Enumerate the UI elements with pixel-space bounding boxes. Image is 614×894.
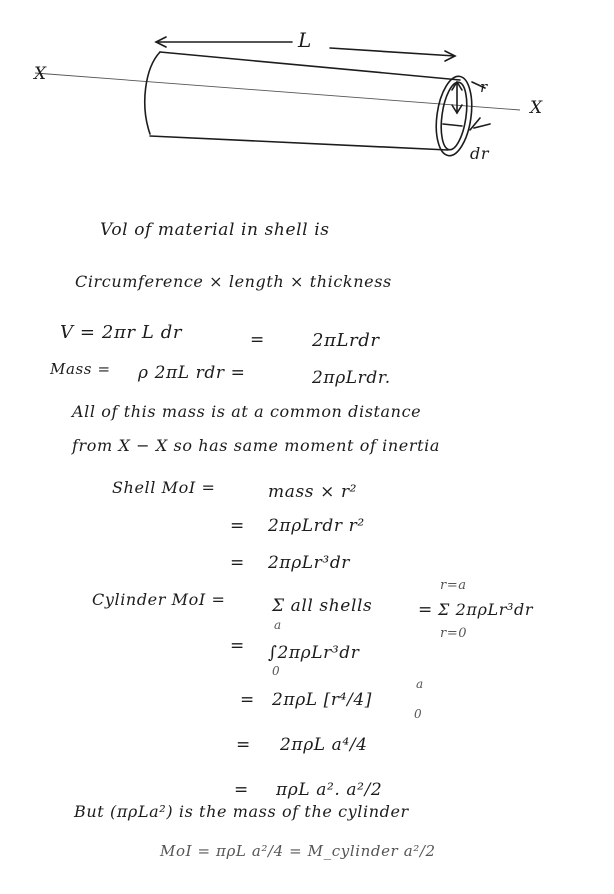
axis-left-label: X (34, 64, 47, 84)
mass-right: 2πρLrdr. (312, 368, 391, 388)
radius-label: r (480, 78, 488, 96)
shell-moi-eq3: = (230, 553, 245, 573)
res1-eq: = (236, 735, 251, 755)
cyl-sum-rhs: Σ 2πρLr³dr (438, 600, 534, 619)
cylinder-left-end (145, 52, 160, 134)
line-but: But (πρLa²) is the mass of the cylinder (74, 802, 409, 821)
int-upper: a (274, 618, 282, 632)
mass-mid: ρ 2πL rdr = (138, 363, 246, 383)
int-lower: 0 (272, 664, 281, 678)
line-v-eq-left: V = 2πr L dr (60, 322, 183, 343)
mass-label: Mass = (50, 360, 111, 378)
int-eq: = (230, 636, 245, 656)
shell-moi-2: 2πρLrdr r² (268, 516, 365, 536)
cyl-sum-eq: = (418, 600, 433, 620)
thickness-arrow-right (474, 124, 490, 128)
cylinder-top-edge (160, 52, 460, 80)
line-from-xx: from X − X so has same moment of inertia (72, 436, 440, 455)
shell-moi-3: 2πρLr³dr (268, 553, 351, 573)
line-all-of-this: All of this mass is at a common distance (72, 402, 422, 421)
shell-moi-1: mass × r² (268, 482, 358, 502)
thickness-arrow-left (443, 124, 462, 126)
eval-eq: = (240, 690, 255, 710)
res1-expr: 2πρL a⁴/4 (280, 735, 368, 755)
line-v-eq-right: 2πLrdr (312, 330, 380, 351)
shell-inner-ring (437, 81, 470, 152)
cyl-sum-bottom: r=0 (440, 626, 468, 641)
line-final-moi: MoI = πρL a²/4 = M_cylinder a²/2 (160, 842, 436, 860)
int-expr: ∫2πρLr³dr (268, 643, 360, 663)
length-arrow-right (330, 48, 455, 56)
res2-expr: πρL a². a²/2 (276, 780, 383, 800)
line-v-eq-eq: = (250, 330, 265, 350)
line-circumference: Circumference × length × thickness (75, 272, 392, 291)
cyl-sum-top: r=a (440, 578, 467, 593)
res2-eq: = (234, 780, 249, 800)
shell-moi-eq2: = (230, 516, 245, 536)
length-label: L (298, 28, 312, 52)
thickness-label: dr (470, 144, 490, 163)
line-vol-of-material: Vol of material in shell is (100, 220, 330, 240)
cyl-moi-label: Cylinder MoI = (92, 590, 226, 609)
eval-expr: 2πρL [r⁴/4] (272, 690, 373, 710)
eval-upper: a (416, 677, 424, 691)
cylinder-bottom-edge (150, 136, 448, 150)
cyl-sum: Σ all shells (272, 596, 373, 616)
axis-right-label: X (530, 98, 543, 118)
shell-moi-label: Shell MoI = (112, 478, 216, 497)
eval-lower: 0 (414, 707, 423, 721)
